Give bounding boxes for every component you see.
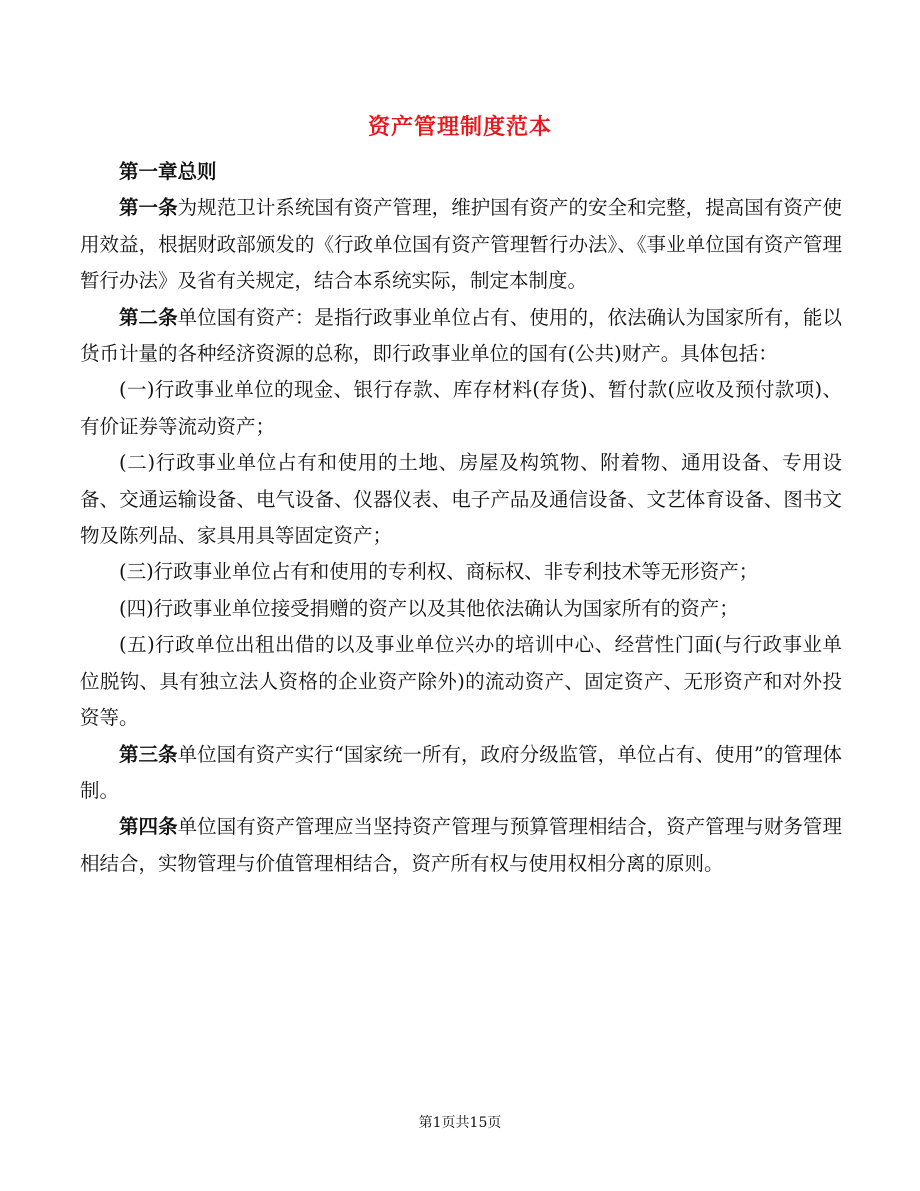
article-label: 第四条	[119, 815, 178, 839]
chapter-heading	[80, 154, 842, 190]
list-item	[80, 554, 842, 590]
article-label: 第二条	[119, 305, 178, 329]
article-paragraph	[80, 190, 842, 299]
article-label: 第一条	[119, 196, 178, 220]
page-indicator: 第1页共15页	[418, 1115, 502, 1131]
list-item	[80, 627, 842, 736]
list-item-text: (二)行政事业单位占有和使用的土地、房屋及构筑物、附着物、通用设备、专用设备、交通运输设备、电气设备、仪器仪表、电子产品及通信设备、文艺体育设备、图书文物及陈列品、家具用具等固定资产；	[80, 451, 842, 548]
list-item-text: (三)行政事业单位占有和使用的专利权、商标权、非专利技术等无形资产；	[119, 560, 759, 584]
article-text: 单位国有资产实行“国家统一所有，政府分级监管，单位占有、使用”的管理体制。	[80, 742, 842, 802]
article-label: 第三条	[119, 742, 178, 766]
list-item	[80, 591, 842, 627]
article-text: 单位国有资产管理应当坚持资产管理与预算管理相结合，资产管理与财务管理相结合，实物管理与价值管理相结合，资产所有权与使用权相分离的原则。	[80, 815, 842, 875]
list-item-text: (四)行政事业单位接受捐赠的资产以及其他依法确认为国家所有的资产；	[119, 596, 739, 620]
article-paragraph	[80, 809, 842, 882]
chapter-title: 第一章总则	[119, 160, 217, 183]
article-paragraph	[80, 737, 842, 810]
list-item-text: (五)行政单位出租出借的以及事业单位兴办的培训中心、经营性门面(与行政事业单位脱钩、具有独立法人资格的企业资产除外)的流动资产、固定资产、无形资产和对外投资等。	[80, 633, 842, 730]
article-text: 单位国有资产：是指行政事业单位占有、使用的，依法确认为国家所有，能以货币计量的各种经济资源的总称，即行政事业单位的国有(公共)财产。具体包括：	[80, 305, 842, 366]
article-text: 为规范卫计系统国有资产管理，维护国有资产的安全和完整，提高国有资产使用效益，根据财政部颁发的《行政单位国有资产管理暂行办法》、《事业单位国有资产管理暂行办法》及省有关规定，结合本系统实际，制定本制度。	[80, 196, 842, 293]
list-item	[80, 372, 842, 445]
list-item-text: (一)行政事业单位的现金、银行存款、库存材料(存货)、暂付款(应收及预付款项)、有价证券等流动资产；	[80, 378, 842, 438]
list-item	[80, 445, 842, 554]
document-body	[80, 154, 842, 882]
document-title: 资产管理制度范本	[367, 114, 552, 140]
article-paragraph	[80, 300, 842, 373]
